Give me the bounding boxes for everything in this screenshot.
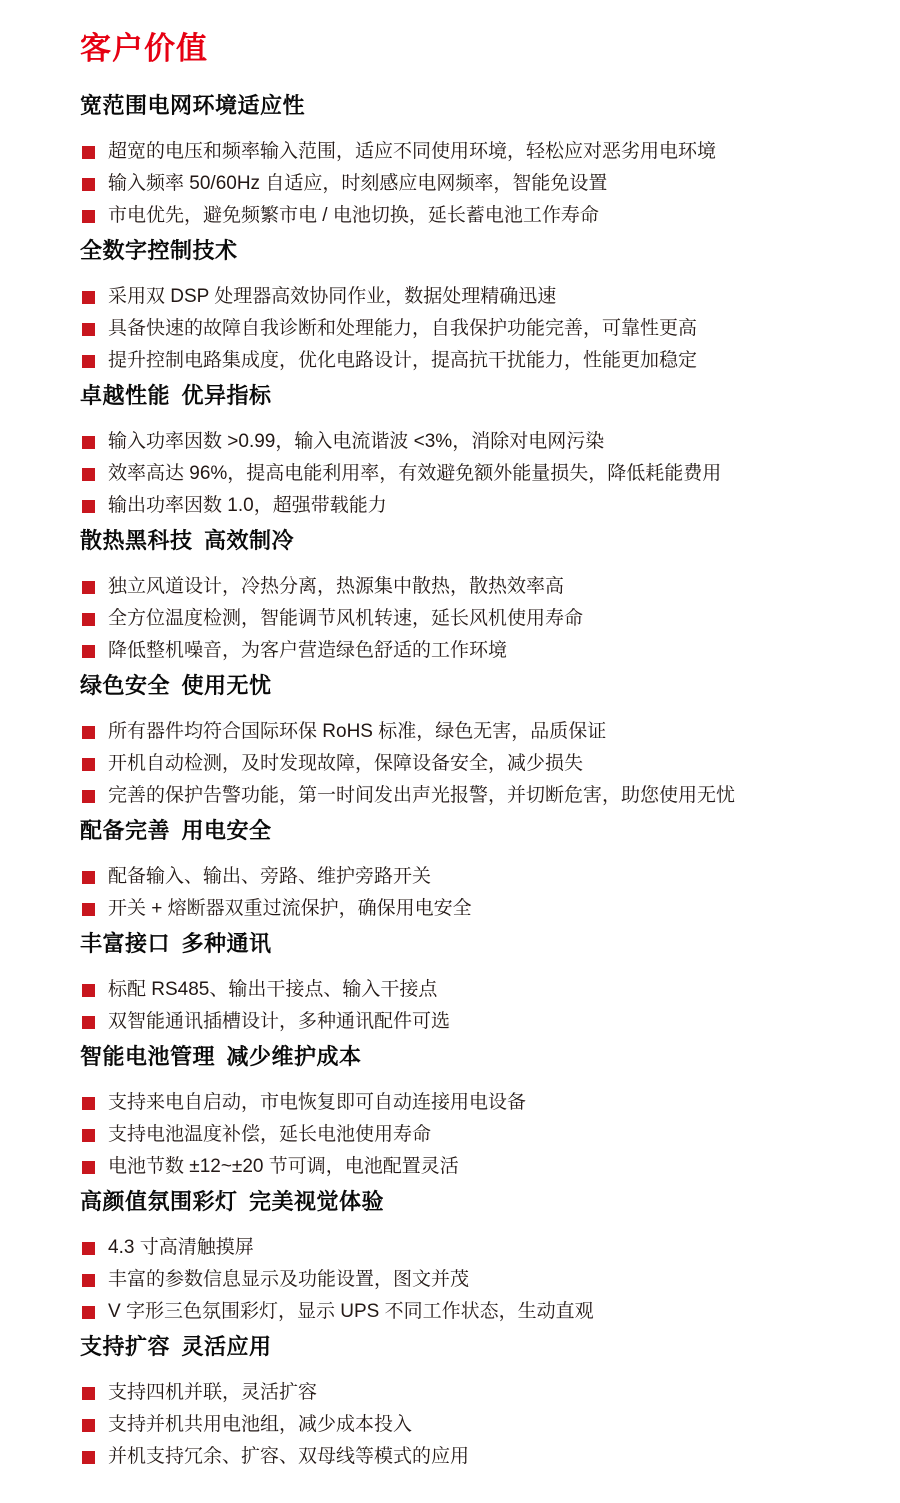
bullet-text: 全方位温度检测，智能调节风机转速，延长风机使用寿命 bbox=[108, 608, 584, 629]
bullet-text: 4.3 寸高清触摸屏 bbox=[108, 1237, 254, 1258]
red-square-bullet-icon bbox=[82, 1419, 95, 1432]
red-square-bullet-icon bbox=[82, 790, 95, 803]
bullet-text: 效率高达 96%，提高电能利用率，有效避免额外能量损失，降低耗能费用 bbox=[108, 463, 722, 484]
red-square-bullet-icon bbox=[82, 726, 95, 739]
bullet-text: 标配 RS485、输出干接点、输入干接点 bbox=[108, 979, 438, 1000]
bullet-item bbox=[80, 1264, 840, 1296]
red-square-bullet-icon bbox=[82, 871, 95, 884]
bullet-item bbox=[80, 893, 840, 925]
bullet-item bbox=[80, 571, 840, 603]
red-square-bullet-icon bbox=[82, 355, 95, 368]
bullet-text: 完善的保护告警功能，第一时间发出声光报警，并切断危害，助您使用无忧 bbox=[108, 785, 736, 806]
feature-section bbox=[80, 673, 840, 812]
bullet-list bbox=[80, 716, 840, 812]
bullet-item bbox=[80, 345, 840, 377]
red-square-bullet-icon bbox=[82, 1306, 95, 1319]
bullet-text: 开机自动检测，及时发现故障，保障设备安全，减少损失 bbox=[108, 753, 584, 774]
red-square-bullet-icon bbox=[82, 291, 95, 304]
section-heading: 丰富接口 多种通讯 bbox=[80, 931, 272, 956]
bullet-text: 输入功率因数 >0.99，输入电流谐波 <3%，消除对电网污染 bbox=[108, 431, 605, 452]
section-heading: 支持扩容 灵活应用 bbox=[80, 1334, 272, 1359]
section-heading: 高颜值氛围彩灯 完美视觉体验 bbox=[80, 1189, 385, 1214]
bullet-text: 采用双 DSP 处理器高效协同作业，数据处理精确迅速 bbox=[108, 286, 557, 307]
section-heading: 智能电池管理 减少维护成本 bbox=[80, 1044, 362, 1069]
bullet-text: 所有器件均符合国际环保 RoHS 标准，绿色无害，品质保证 bbox=[108, 721, 607, 742]
section-heading: 全数字控制技术 bbox=[80, 238, 238, 263]
red-square-bullet-icon bbox=[82, 1242, 95, 1255]
red-square-bullet-icon bbox=[82, 1161, 95, 1174]
bullet-text: 支持来电自启动，市电恢复即可自动连接用电设备 bbox=[108, 1092, 527, 1113]
red-square-bullet-icon bbox=[82, 210, 95, 223]
feature-section bbox=[80, 1044, 840, 1183]
red-square-bullet-icon bbox=[82, 1274, 95, 1287]
feature-section bbox=[80, 1189, 840, 1328]
bullet-text: 支持四机并联，灵活扩容 bbox=[108, 1382, 318, 1403]
red-square-bullet-icon bbox=[82, 613, 95, 626]
bullet-text: 超宽的电压和频率输入范围，适应不同使用环境，轻松应对恶劣用电环境 bbox=[108, 141, 717, 162]
bullet-text: 并机支持冗余、扩容、双母线等模式的应用 bbox=[108, 1446, 470, 1467]
feature-sections-container bbox=[80, 93, 840, 1473]
bullet-text: 配备输入、输出、旁路、维护旁路开关 bbox=[108, 866, 432, 887]
red-square-bullet-icon bbox=[82, 468, 95, 481]
bullet-text: 开关 + 熔断器双重过流保护，确保用电安全 bbox=[108, 898, 472, 919]
bullet-item bbox=[80, 281, 840, 313]
bullet-item bbox=[80, 1377, 840, 1409]
bullet-text: 丰富的参数信息显示及功能设置，图文并茂 bbox=[108, 1269, 470, 1290]
section-heading: 绿色安全 使用无忧 bbox=[80, 673, 272, 698]
bullet-item bbox=[80, 861, 840, 893]
bullet-text: 输出功率因数 1.0，超强带载能力 bbox=[108, 495, 387, 516]
feature-section bbox=[80, 818, 840, 925]
bullet-item bbox=[80, 780, 840, 812]
bullet-item bbox=[80, 635, 840, 667]
bullet-text: 降低整机噪音，为客户营造绿色舒适的工作环境 bbox=[108, 640, 508, 661]
red-square-bullet-icon bbox=[82, 581, 95, 594]
red-square-bullet-icon bbox=[82, 178, 95, 191]
red-square-bullet-icon bbox=[82, 500, 95, 513]
red-square-bullet-icon bbox=[82, 903, 95, 916]
bullet-item bbox=[80, 458, 840, 490]
feature-section bbox=[80, 383, 840, 522]
section-heading: 散热黑科技 高效制冷 bbox=[80, 528, 295, 553]
bullet-item bbox=[80, 1296, 840, 1328]
red-square-bullet-icon bbox=[82, 645, 95, 658]
red-square-bullet-icon bbox=[82, 436, 95, 449]
feature-section bbox=[80, 93, 840, 232]
bullet-item bbox=[80, 313, 840, 345]
bullet-text: 双智能通讯插槽设计，多种通讯配件可选 bbox=[108, 1011, 451, 1032]
bullet-list bbox=[80, 1377, 840, 1473]
bullet-list bbox=[80, 136, 840, 232]
red-square-bullet-icon bbox=[82, 1016, 95, 1029]
bullet-list bbox=[80, 974, 840, 1038]
bullet-text: V 字形三色氛围彩灯，显示 UPS 不同工作状态，生动直观 bbox=[108, 1301, 594, 1322]
red-square-bullet-icon bbox=[82, 1097, 95, 1110]
bullet-item bbox=[80, 490, 840, 522]
bullet-item bbox=[80, 1151, 840, 1183]
red-square-bullet-icon bbox=[82, 1387, 95, 1400]
bullet-item bbox=[80, 1087, 840, 1119]
bullet-text: 提升控制电路集成度，优化电路设计，提高抗干扰能力，性能更加稳定 bbox=[108, 350, 698, 371]
bullet-item bbox=[80, 200, 840, 232]
red-square-bullet-icon bbox=[82, 146, 95, 159]
bullet-item bbox=[80, 168, 840, 200]
bullet-item bbox=[80, 136, 840, 168]
bullet-item bbox=[80, 1441, 840, 1473]
bullet-item bbox=[80, 974, 840, 1006]
red-square-bullet-icon bbox=[82, 984, 95, 997]
section-heading: 配备完善 用电安全 bbox=[80, 818, 272, 843]
red-square-bullet-icon bbox=[82, 1451, 95, 1464]
bullet-item bbox=[80, 603, 840, 635]
bullet-item bbox=[80, 748, 840, 780]
bullet-list bbox=[80, 426, 840, 522]
bullet-text: 电池节数 ±12~±20 节可调，电池配置灵活 bbox=[108, 1156, 459, 1177]
bullet-list bbox=[80, 571, 840, 667]
bullet-text: 支持并机共用电池组，减少成本投入 bbox=[108, 1414, 413, 1435]
bullet-list bbox=[80, 281, 840, 377]
page-title: 客户价值 bbox=[80, 31, 208, 66]
bullet-text: 独立风道设计，冷热分离，热源集中散热，散热效率高 bbox=[108, 576, 565, 597]
bullet-list bbox=[80, 1087, 840, 1183]
bullet-text: 输入频率 50/60Hz 自适应，时刻感应电网频率，智能免设置 bbox=[108, 173, 608, 194]
bullet-item bbox=[80, 1119, 840, 1151]
bullet-text: 具备快速的故障自我诊断和处理能力，自我保护功能完善，可靠性更高 bbox=[108, 318, 698, 339]
bullet-text: 支持电池温度补偿，延长电池使用寿命 bbox=[108, 1124, 432, 1145]
red-square-bullet-icon bbox=[82, 1129, 95, 1142]
feature-section bbox=[80, 931, 840, 1038]
section-heading: 卓越性能 优异指标 bbox=[80, 383, 272, 408]
bullet-list bbox=[80, 861, 840, 925]
red-square-bullet-icon bbox=[82, 758, 95, 771]
feature-section bbox=[80, 1334, 840, 1473]
feature-section bbox=[80, 528, 840, 667]
bullet-item bbox=[80, 716, 840, 748]
red-square-bullet-icon bbox=[82, 323, 95, 336]
bullet-item bbox=[80, 1006, 840, 1038]
bullet-text: 市电优先，避免频繁市电 / 电池切换，延长蓄电池工作寿命 bbox=[108, 205, 599, 226]
bullet-item bbox=[80, 1232, 840, 1264]
section-heading: 宽范围电网环境适应性 bbox=[80, 93, 306, 118]
bullet-item bbox=[80, 426, 840, 458]
bullet-item bbox=[80, 1409, 840, 1441]
feature-section bbox=[80, 238, 840, 377]
bullet-list bbox=[80, 1232, 840, 1328]
